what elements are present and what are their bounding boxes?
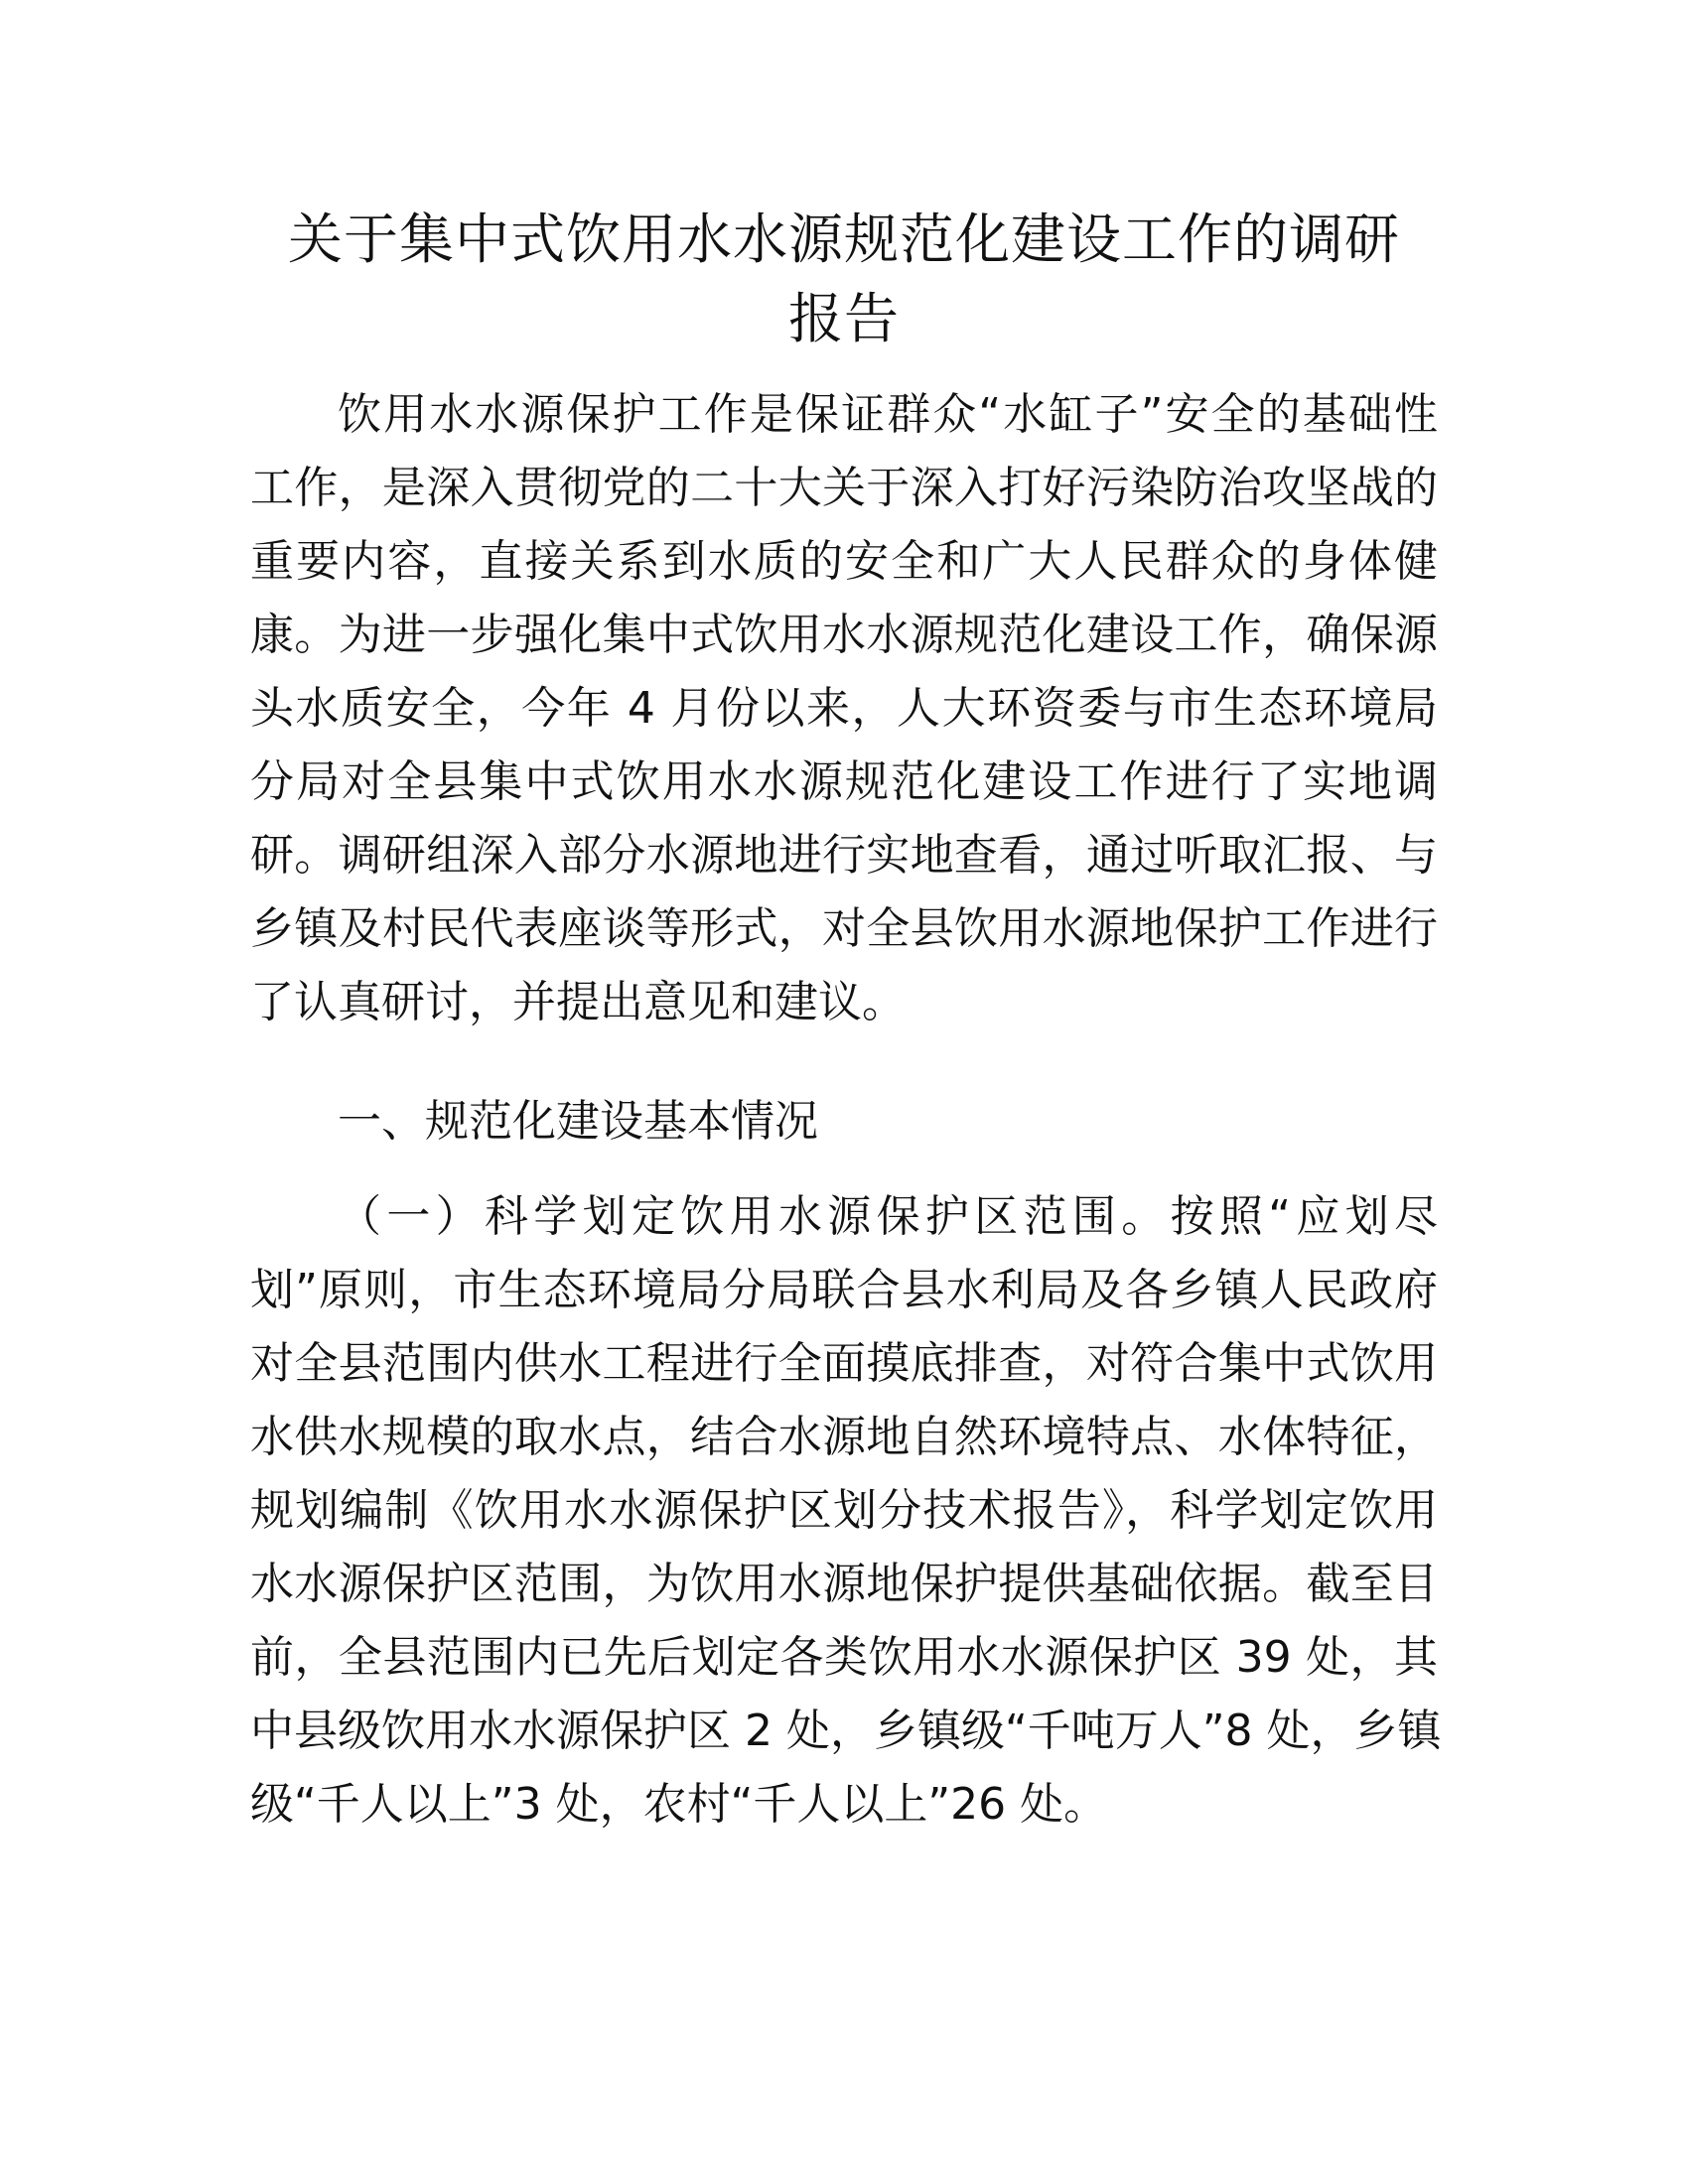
document-title-line-2: 报告 <box>787 287 900 350</box>
subsection-paragraph-line: 对全县范围内供水工程进行全面摸底排查，对符合集中式饮用 <box>250 1338 1438 1389</box>
intro-paragraph-line: 工作，是深入贯彻党的二十大关于深入打好污染防治攻坚战的 <box>250 463 1438 513</box>
intro-paragraph-line: 饮用水水源保护工作是保证群众“水缸子”安全的基础性 <box>338 389 1438 440</box>
subsection-paragraph-line: 水供水规模的取水点，结合水源地自然环境特点、水体特征， <box>250 1412 1438 1462</box>
subsection-paragraph-line: 规划编制《饮用水水源保护区划分技术报告》，科学划定饮用 <box>250 1485 1438 1536</box>
intro-paragraph-line: 重要内容，直接关系到水质的安全和广大人民群众的身体健 <box>250 536 1438 587</box>
subsection-paragraph-line: 划”原则，市生态环境局分局联合县水利局及各乡镇人民政府 <box>250 1265 1438 1315</box>
subsection-paragraph-line: （一）科学划定饮用水源保护区范围。按照“应划尽 <box>338 1191 1438 1242</box>
subsection-paragraph-line: 水水源保护区范围，为饮用水源地保护提供基础依据。截至目 <box>250 1559 1438 1609</box>
subsection-paragraph-line: 中县级饮用水水源保护区 2 处，乡镇级“千吨万人”8 处，乡镇 <box>250 1706 1442 1756</box>
document-title-line-1: 关于集中式饮用水水源规范化建设工作的调研 <box>287 207 1400 271</box>
intro-paragraph-line: 头水质安全，今年 4 月份以来，人大环资委与市生态环境局 <box>250 683 1438 734</box>
intro-paragraph-line: 了认真研讨，并提出意见和建议。 <box>250 977 906 1027</box>
intro-paragraph-line: 研。调研组深入部分水源地进行实地查看，通过听取汇报、与 <box>250 830 1438 881</box>
intro-paragraph-line: 乡镇及村民代表座谈等形式，对全县饮用水源地保护工作进行 <box>250 903 1438 954</box>
section-heading: 一、规范化建设基本情况 <box>338 1096 818 1147</box>
subsection-paragraph-line: 级“千人以上”3 处，农村“千人以上”26 处。 <box>250 1779 1108 1830</box>
subsection-paragraph-line: 前，全县范围内已先后划定各类饮用水水源保护区 39 处，其 <box>250 1632 1438 1683</box>
intro-paragraph-line: 分局对全县集中式饮用水水源规范化建设工作进行了实地调 <box>250 756 1438 807</box>
intro-paragraph-line: 康。为进一步强化集中式饮用水水源规范化建设工作，确保源 <box>250 610 1438 660</box>
